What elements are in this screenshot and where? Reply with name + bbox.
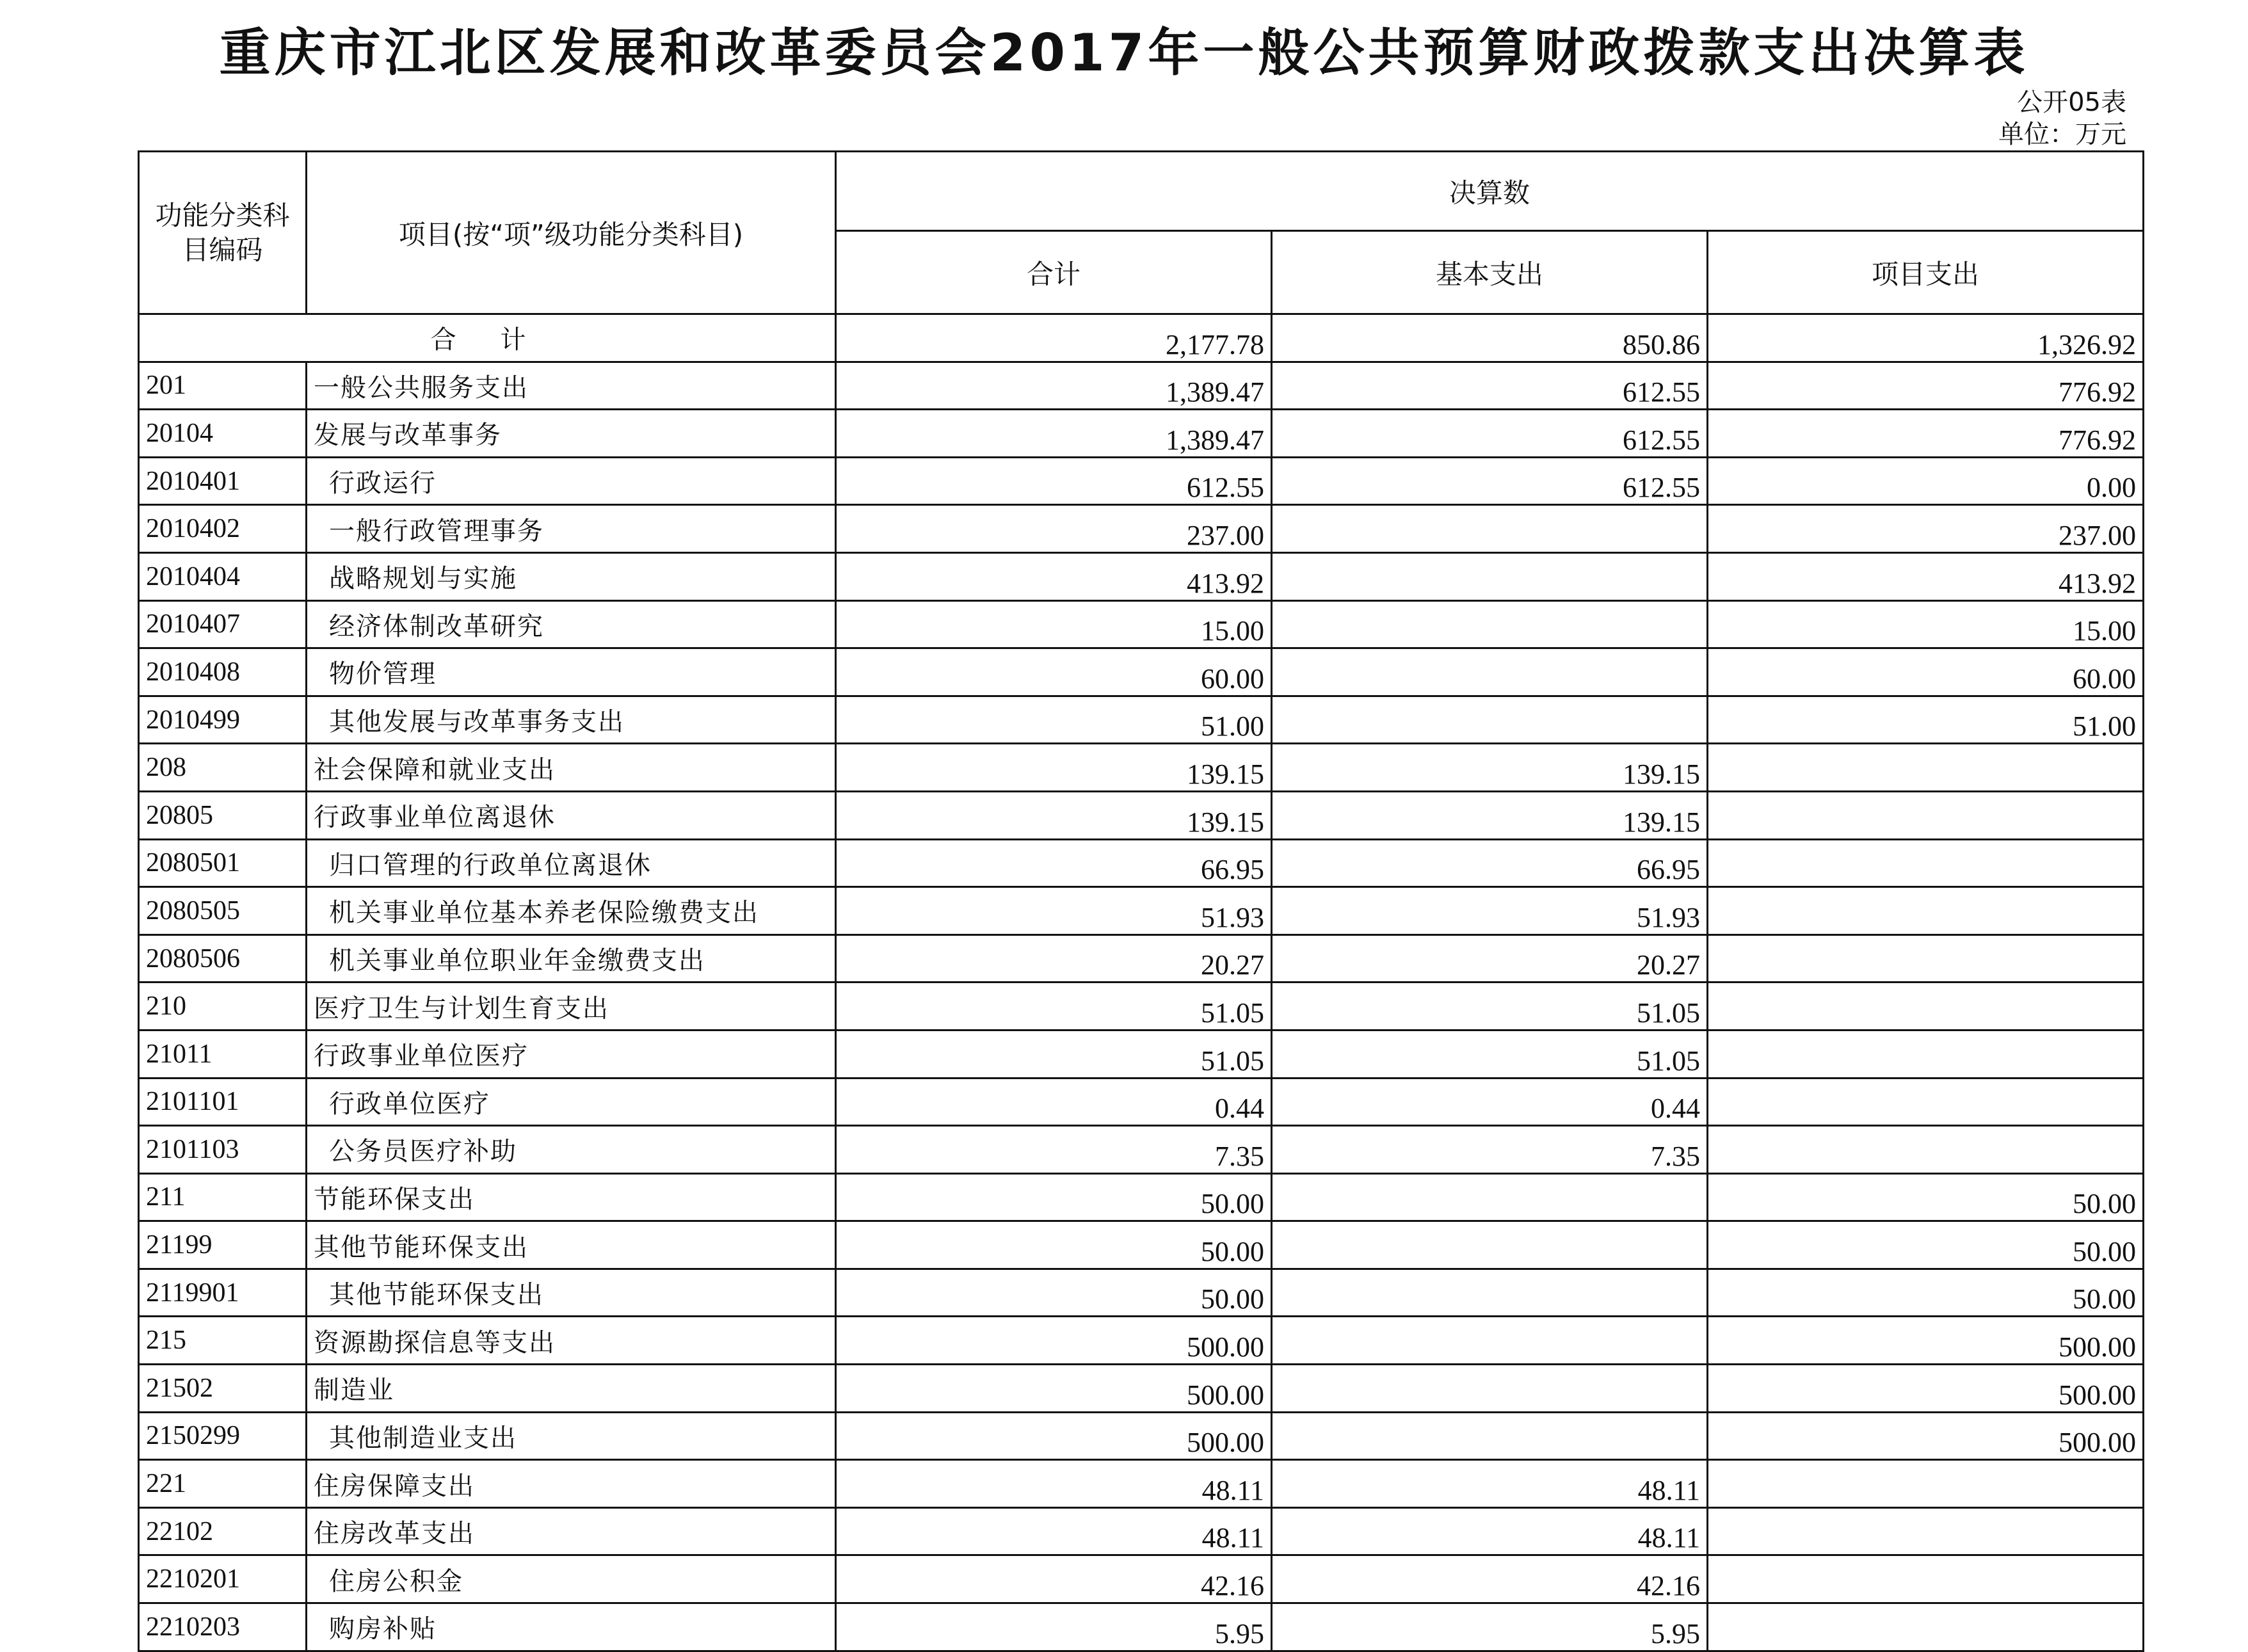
row-basic-cell: 0.44: [1272, 1078, 1708, 1126]
row-name-cell: 物价管理: [307, 648, 836, 696]
table-body: [139, 314, 2144, 1651]
row-project-cell: 237.00: [1708, 505, 2144, 553]
row-basic-cell: 51.93: [1272, 887, 1708, 935]
row-total-cell: 42.16: [836, 1555, 1272, 1603]
row-code-cell: 20104: [139, 410, 307, 458]
row-total-cell: 60.00: [836, 648, 1272, 696]
row-code-cell: 2080506: [139, 934, 307, 982]
row-basic-cell: 51.05: [1272, 1030, 1708, 1078]
expenditure-table: [138, 150, 2144, 1652]
table-row: [139, 1269, 2144, 1317]
row-total-cell: 51.93: [836, 887, 1272, 935]
row-basic-cell: 42.16: [1272, 1555, 1708, 1603]
row-project-cell: 15.00: [1708, 600, 2144, 648]
row-basic-cell: 612.55: [1272, 410, 1708, 458]
row-code-cell: 2010404: [139, 552, 307, 600]
column-header-basic: 基本支出: [1272, 231, 1708, 314]
row-code-cell: 20805: [139, 791, 307, 839]
column-header-total: 合计: [836, 231, 1272, 314]
table-row: [139, 1078, 2144, 1126]
row-code-cell: 2080505: [139, 887, 307, 935]
row-name-cell: 行政事业单位医疗: [307, 1030, 836, 1078]
total-row-total: 2,177.78: [836, 314, 1272, 362]
row-project-cell: [1708, 1126, 2144, 1174]
row-project-cell: 60.00: [1708, 648, 2144, 696]
row-project-cell: [1708, 1555, 2144, 1603]
row-code-cell: 2150299: [139, 1412, 307, 1460]
row-code-cell: 2010499: [139, 696, 307, 744]
row-code-cell: 2010401: [139, 457, 307, 505]
total-row-project: 1,326.92: [1708, 314, 2144, 362]
row-code-cell: 21502: [139, 1365, 307, 1413]
table-row: [139, 600, 2144, 648]
table-row: [139, 1460, 2144, 1508]
row-code-cell: 2101103: [139, 1126, 307, 1174]
row-total-cell: 51.05: [836, 982, 1272, 1030]
row-total-cell: 51.00: [836, 696, 1272, 744]
row-name-cell: 发展与改革事务: [307, 410, 836, 458]
row-code-cell: 2101101: [139, 1078, 307, 1126]
unit-label: 单位：万元: [1998, 120, 2126, 149]
page-title: 重庆市江北区发展和改革委员会2017年一般公共预算财政拨款支出决算表: [219, 23, 2029, 83]
table-row: [139, 362, 2144, 410]
row-project-cell: 500.00: [1708, 1317, 2144, 1365]
row-basic-cell: [1272, 600, 1708, 648]
table-row: [139, 1317, 2144, 1365]
row-code-cell: 208: [139, 744, 307, 792]
row-total-cell: 0.44: [836, 1078, 1272, 1126]
row-code-cell: 221: [139, 1460, 307, 1508]
row-total-cell: 50.00: [836, 1221, 1272, 1269]
row-total-cell: 139.15: [836, 791, 1272, 839]
row-name-cell: 其他发展与改革事务支出: [307, 696, 836, 744]
table-row: [139, 1365, 2144, 1413]
row-code-cell: 22102: [139, 1507, 307, 1555]
row-code-cell: 211: [139, 1173, 307, 1221]
row-code-cell: 201: [139, 362, 307, 410]
row-basic-cell: 7.35: [1272, 1126, 1708, 1174]
row-name-cell: 住房公积金: [307, 1555, 836, 1603]
row-basic-cell: [1272, 552, 1708, 600]
row-name-cell: 一般公共服务支出: [307, 362, 836, 410]
row-project-cell: 50.00: [1708, 1269, 2144, 1317]
row-total-cell: 50.00: [836, 1173, 1272, 1221]
row-basic-cell: 48.11: [1272, 1460, 1708, 1508]
table-row: [139, 1507, 2144, 1555]
row-project-cell: [1708, 1507, 2144, 1555]
row-total-cell: 237.00: [836, 505, 1272, 553]
table-row: [139, 887, 2144, 935]
row-basic-cell: [1272, 1173, 1708, 1221]
row-basic-cell: 5.95: [1272, 1603, 1708, 1651]
row-name-cell: 一般行政管理事务: [307, 505, 836, 553]
row-basic-cell: 66.95: [1272, 839, 1708, 887]
row-name-cell: 社会保障和就业支出: [307, 744, 836, 792]
row-name-cell: 制造业: [307, 1365, 836, 1413]
row-name-cell: 战略规划与实施: [307, 552, 836, 600]
row-name-cell: 资源勘探信息等支出: [307, 1317, 836, 1365]
row-code-cell: 2010408: [139, 648, 307, 696]
column-header-code: 功能分类科目编码: [139, 152, 307, 314]
table-row: [139, 552, 2144, 600]
row-project-cell: 50.00: [1708, 1221, 2144, 1269]
total-row-label: 合 计: [139, 314, 836, 362]
row-name-cell: 住房保障支出: [307, 1460, 836, 1508]
table-row: [139, 1221, 2144, 1269]
row-total-cell: 7.35: [836, 1126, 1272, 1174]
row-name-cell: 其他节能环保支出: [307, 1221, 836, 1269]
row-code-cell: 21199: [139, 1221, 307, 1269]
row-basic-cell: [1272, 1365, 1708, 1413]
table-row: [139, 744, 2144, 792]
row-project-cell: [1708, 1603, 2144, 1651]
row-total-cell: 1,389.47: [836, 362, 1272, 410]
row-total-cell: 51.05: [836, 1030, 1272, 1078]
row-code-cell: 2210203: [139, 1603, 307, 1651]
row-code-cell: 2010407: [139, 600, 307, 648]
row-code-cell: 210: [139, 982, 307, 1030]
table-row: [139, 982, 2144, 1030]
row-basic-cell: [1272, 505, 1708, 553]
row-basic-cell: [1272, 1269, 1708, 1317]
total-row-basic: 850.86: [1272, 314, 1708, 362]
row-basic-cell: 612.55: [1272, 457, 1708, 505]
row-code-cell: 2080501: [139, 839, 307, 887]
row-name-cell: 经济体制改革研究: [307, 600, 836, 648]
row-project-cell: [1708, 1078, 2144, 1126]
table-row: [139, 1173, 2144, 1221]
table-code: 公开05表: [2017, 88, 2126, 117]
row-name-cell: 公务员医疗补助: [307, 1126, 836, 1174]
row-basic-cell: [1272, 696, 1708, 744]
row-project-cell: 500.00: [1708, 1365, 2144, 1413]
row-basic-cell: [1272, 648, 1708, 696]
table-row: [139, 457, 2144, 505]
row-name-cell: 机关事业单位职业年金缴费支出: [307, 934, 836, 982]
row-total-cell: 500.00: [836, 1412, 1272, 1460]
row-project-cell: [1708, 887, 2144, 935]
row-basic-cell: 51.05: [1272, 982, 1708, 1030]
table-row: [139, 410, 2144, 458]
table-row: [139, 505, 2144, 553]
row-total-cell: 413.92: [836, 552, 1272, 600]
row-total-cell: 139.15: [836, 744, 1272, 792]
row-name-cell: 购房补贴: [307, 1603, 836, 1651]
row-total-cell: 500.00: [836, 1365, 1272, 1413]
row-basic-cell: [1272, 1412, 1708, 1460]
row-project-cell: [1708, 1030, 2144, 1078]
row-code-cell: 2010402: [139, 505, 307, 553]
table-header: [139, 152, 2144, 314]
row-name-cell: 住房改革支出: [307, 1507, 836, 1555]
table-row: [139, 791, 2144, 839]
total-row: [139, 314, 2144, 362]
table-row: [139, 934, 2144, 982]
row-basic-cell: 139.15: [1272, 744, 1708, 792]
table-row: [139, 1555, 2144, 1603]
row-project-cell: 51.00: [1708, 696, 2144, 744]
table-row: [139, 1126, 2144, 1174]
row-total-cell: 1,389.47: [836, 410, 1272, 458]
row-project-cell: [1708, 1460, 2144, 1508]
row-total-cell: 48.11: [836, 1507, 1272, 1555]
row-basic-cell: [1272, 1221, 1708, 1269]
row-code-cell: 21011: [139, 1030, 307, 1078]
row-name-cell: 行政单位医疗: [307, 1078, 836, 1126]
row-total-cell: 20.27: [836, 934, 1272, 982]
row-total-cell: 500.00: [836, 1317, 1272, 1365]
table-row: [139, 1603, 2144, 1651]
row-total-cell: 66.95: [836, 839, 1272, 887]
table-row: [139, 696, 2144, 744]
row-total-cell: 5.95: [836, 1603, 1272, 1651]
table-row: [139, 1030, 2144, 1078]
row-project-cell: 500.00: [1708, 1412, 2144, 1460]
row-basic-cell: 612.55: [1272, 362, 1708, 410]
row-project-cell: 50.00: [1708, 1173, 2144, 1221]
row-name-cell: 其他节能环保支出: [307, 1269, 836, 1317]
row-basic-cell: [1272, 1317, 1708, 1365]
column-header-project: 项目支出: [1708, 231, 2144, 314]
row-total-cell: 15.00: [836, 600, 1272, 648]
table-row: [139, 839, 2144, 887]
column-header-name: 项目(按“项”级功能分类科目): [307, 152, 836, 314]
row-project-cell: [1708, 744, 2144, 792]
row-code-cell: 2210201: [139, 1555, 307, 1603]
row-project-cell: 776.92: [1708, 410, 2144, 458]
row-project-cell: 0.00: [1708, 457, 2144, 505]
row-total-cell: 48.11: [836, 1460, 1272, 1508]
row-total-cell: 612.55: [836, 457, 1272, 505]
row-name-cell: 行政运行: [307, 457, 836, 505]
row-project-cell: 776.92: [1708, 362, 2144, 410]
row-total-cell: 50.00: [836, 1269, 1272, 1317]
row-basic-cell: 139.15: [1272, 791, 1708, 839]
row-project-cell: [1708, 791, 2144, 839]
row-basic-cell: 48.11: [1272, 1507, 1708, 1555]
row-basic-cell: 20.27: [1272, 934, 1708, 982]
row-project-cell: [1708, 839, 2144, 887]
row-project-cell: [1708, 934, 2144, 982]
row-project-cell: 413.92: [1708, 552, 2144, 600]
row-name-cell: 节能环保支出: [307, 1173, 836, 1221]
row-name-cell: 医疗卫生与计划生育支出: [307, 982, 836, 1030]
table-row: [139, 1412, 2144, 1460]
row-code-cell: 2119901: [139, 1269, 307, 1317]
row-name-cell: 归口管理的行政单位离退休: [307, 839, 836, 887]
row-project-cell: [1708, 982, 2144, 1030]
table-row: [139, 648, 2144, 696]
row-name-cell: 其他制造业支出: [307, 1412, 836, 1460]
row-name-cell: 行政事业单位离退休: [307, 791, 836, 839]
row-code-cell: 215: [139, 1317, 307, 1365]
row-name-cell: 机关事业单位基本养老保险缴费支出: [307, 887, 836, 935]
column-header-group: 决算数: [836, 152, 2144, 231]
